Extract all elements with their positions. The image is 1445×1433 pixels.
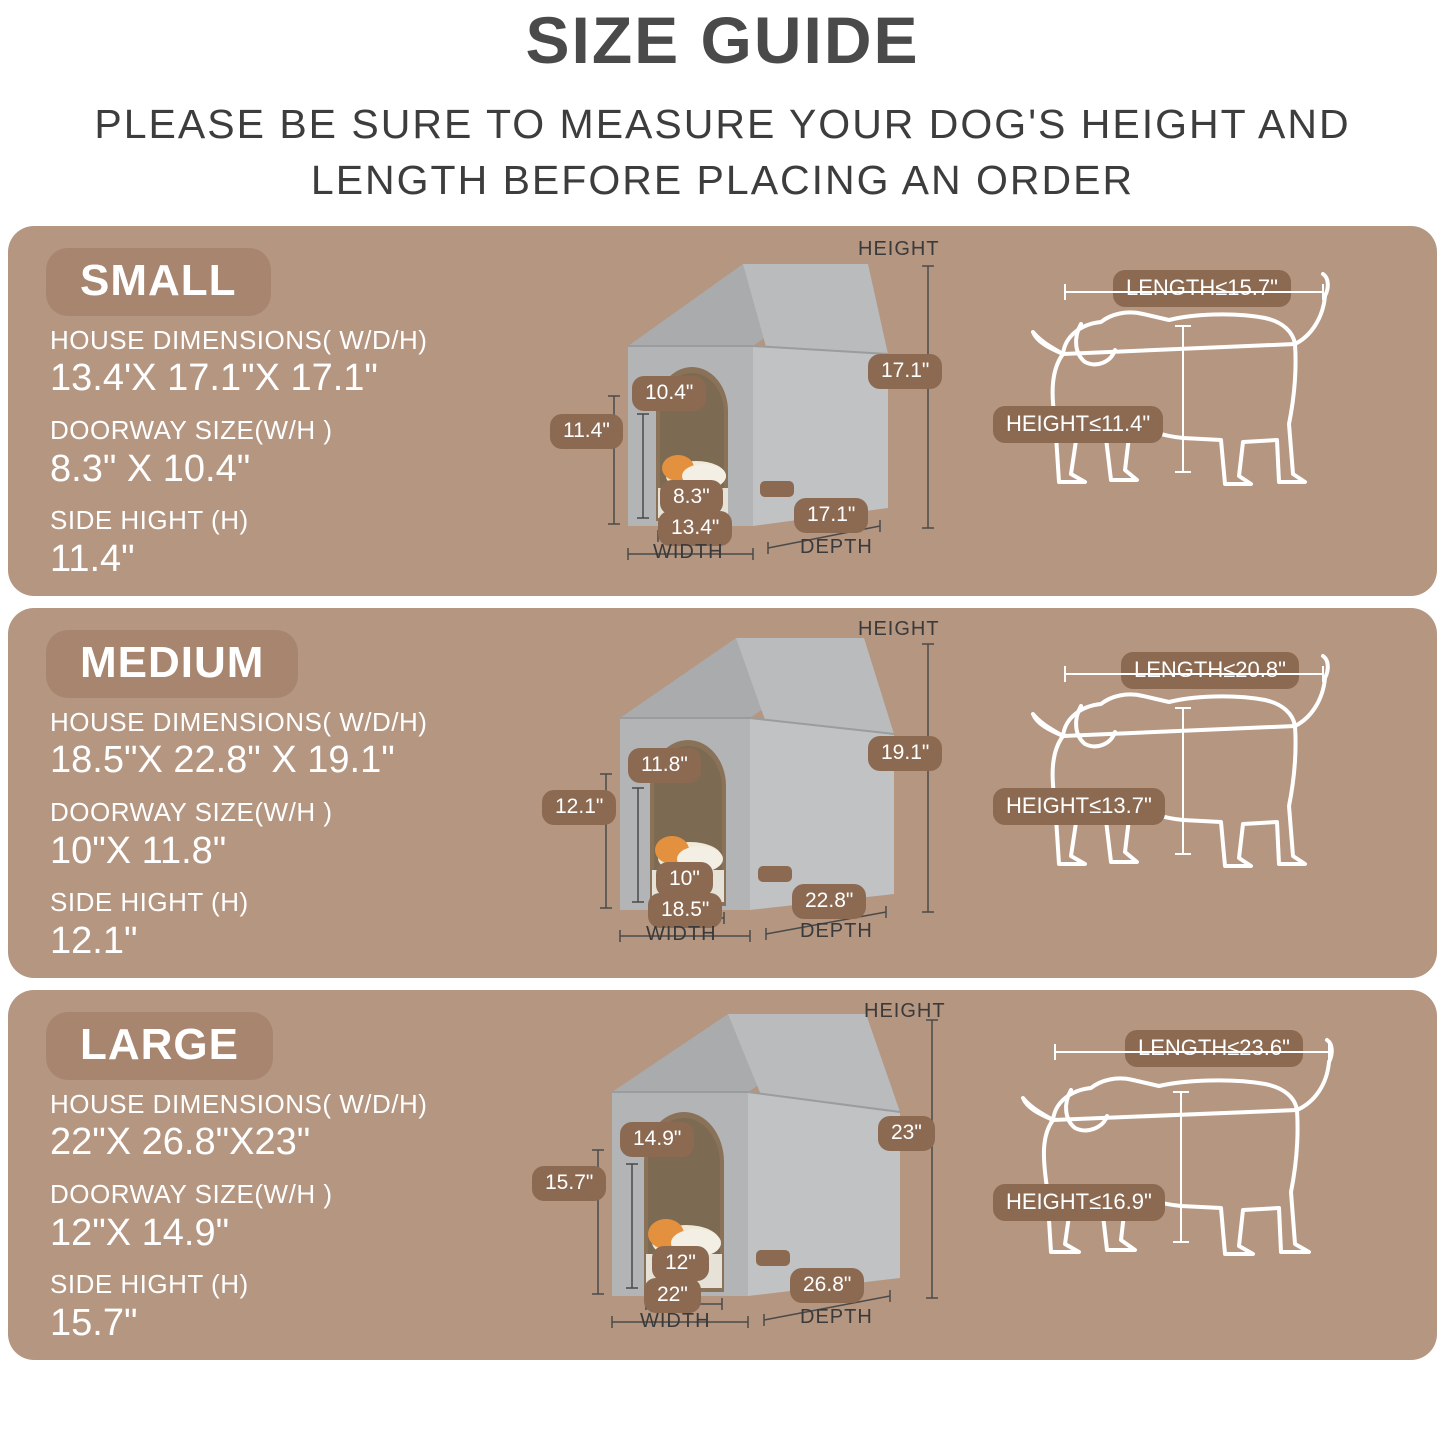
door-height-tag: 14.9" [620,1122,694,1157]
depth-tag: 22.8" [792,884,866,919]
spec-list [50,324,520,594]
width-tag: 18.5" [648,893,722,928]
total-height-tag: 23" [878,1116,935,1151]
house-dimensions-value: 18.5"X 22.8" X 19.1" [50,739,395,782]
dog-silhouette-illustration [993,626,1433,966]
side-height-value: 15.7" [50,1301,138,1344]
dog-length-tag: LENGTH≤20.8" [1121,652,1299,689]
house-dimensions-value: 22"X 26.8"X23" [50,1121,311,1164]
doorway-size-value: 12"X 14.9" [50,1211,230,1254]
side-height-label: SIDE HIGHT (H) [50,887,249,918]
house-dimensions-label: HOUSE DIMENSIONS( W/D/H) [50,324,428,355]
house-dimensions-value: 13.4'X 17.1"X 17.1" [50,357,378,400]
side-height-tag: 11.4" [550,414,623,449]
height-axis-label: HEIGHT [864,999,946,1022]
size-badge: LARGE [46,1012,273,1080]
depth-tag: 17.1" [794,498,868,533]
total-height-tag: 17.1" [868,354,942,389]
page-title: SIZE GUIDE [525,3,920,77]
dog-house-illustration [528,236,988,591]
door-width-tag: 10" [656,862,713,897]
door-width-tag: 8.3" [660,480,723,515]
side-height-tag: 12.1" [542,790,616,825]
width-tag: 22" [644,1278,701,1313]
dog-height-tag: HEIGHT≤16.9" [993,1184,1165,1221]
doorway-size-label: DOORWAY SIZE(W/H ) [50,1179,333,1210]
dog-length-tag: LENGTH≤23.6" [1125,1030,1303,1067]
dog-dimension-lines [993,626,1433,966]
doorway-size-value: 8.3" X 10.4" [50,447,251,490]
side-height-value: 12.1" [50,919,138,962]
page-subtitle: PLEASE BE SURE TO MEASURE YOUR DOG'S HEIGHT AND LENGTH BEFORE PLACING AN ORDER [94,101,1351,203]
door-height-tag: 10.4" [632,376,706,411]
doorway-size-value: 10"X 11.8" [50,829,227,872]
doorway-size-label: DOORWAY SIZE(W/H ) [50,797,333,828]
size-badge: SMALL [46,248,271,316]
door-width-tag: 12" [652,1246,709,1281]
spec-list [50,1088,520,1358]
depth-axis-label: DEPTH [800,535,873,558]
height-axis-label: HEIGHT [858,237,940,260]
dog-dimension-lines [993,244,1433,584]
dog-house-illustration [528,1000,988,1355]
size-panel-large [8,990,1437,1360]
side-height-value: 11.4" [50,537,135,580]
width-tag: 13.4" [658,511,732,546]
side-height-tag: 15.7" [532,1166,606,1201]
width-axis-label: WIDTH [646,922,717,945]
depth-tag: 26.8" [790,1268,864,1303]
side-height-label: SIDE HIGHT (H) [50,1269,249,1300]
size-guide-page [0,3,1445,1433]
dog-house-illustration [528,618,988,973]
dog-silhouette-illustration [993,244,1433,584]
dog-length-tag: LENGTH≤15.7" [1113,270,1291,307]
height-axis-label: HEIGHT [858,617,940,640]
side-height-label: SIDE HIGHT (H) [50,505,249,536]
size-panel-medium [8,608,1437,978]
dog-height-tag: HEIGHT≤13.7" [993,788,1165,825]
house-dimensions-label: HOUSE DIMENSIONS( W/D/H) [50,706,428,737]
size-badge: MEDIUM [46,630,298,698]
dog-silhouette-illustration [993,1008,1433,1348]
doorway-size-label: DOORWAY SIZE(W/H ) [50,415,333,446]
size-panel-small [8,226,1437,596]
dog-height-tag: HEIGHT≤11.4" [993,406,1163,443]
dog-dimension-lines [993,1008,1433,1348]
house-dimensions-label: HOUSE DIMENSIONS( W/D/H) [50,1088,428,1119]
width-axis-label: WIDTH [653,540,724,563]
depth-axis-label: DEPTH [800,1305,873,1328]
depth-axis-label: DEPTH [800,919,873,942]
spec-list [50,706,520,976]
width-axis-label: WIDTH [640,1309,711,1332]
door-height-tag: 11.8" [628,748,701,783]
total-height-tag: 19.1" [868,736,942,771]
